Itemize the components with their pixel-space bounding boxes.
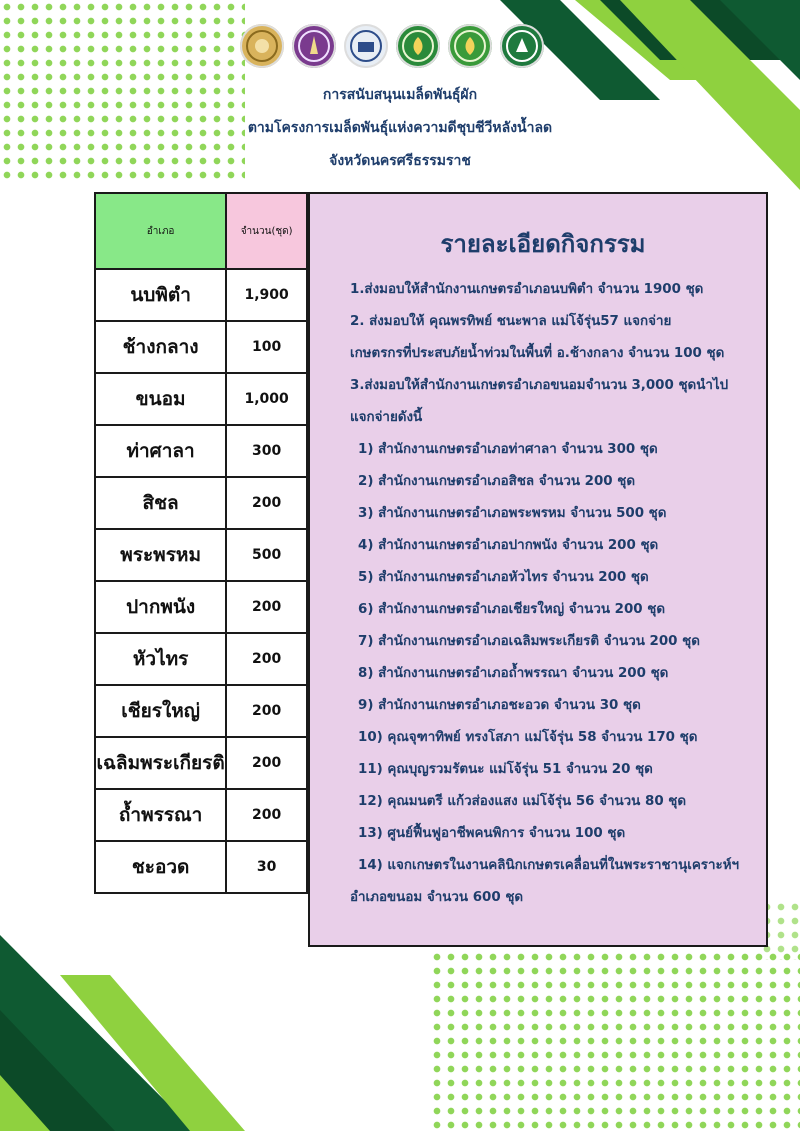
- district-name: เชียรใหญ่: [95, 685, 226, 737]
- detail-line: 12) คุณมนตรี แก้วส่องแสง แม่โจ้รุ่น 56 จำนวน 80 ชุด: [358, 794, 687, 809]
- district-count: 200: [226, 633, 307, 685]
- table-row: [95, 425, 307, 477]
- district-name: ปากพนัง: [95, 581, 226, 633]
- detail-line: 5) สำนักงานเกษตรอำเภอหัวไทร จำนวน 200 ชุด: [358, 570, 649, 585]
- detail-line: 8) สำนักงานเกษตรอำเภอถ้ำพรรณา จำนวน 200 ชุด: [358, 666, 669, 681]
- table-row: [95, 477, 307, 529]
- district-name: หัวไทร: [95, 633, 226, 685]
- logo-emblem-6: [500, 24, 544, 68]
- detail-line: 2) สำนักงานเกษตรอำเภอสิชล จำนวน 200 ชุด: [358, 474, 636, 489]
- logo-emblem-4: [396, 24, 440, 68]
- district-count: 200: [226, 581, 307, 633]
- district-count: 1,900: [226, 269, 307, 321]
- district-name: ถ้ำพรรณา: [95, 789, 226, 841]
- table-row: [95, 373, 307, 425]
- district-count: 300: [226, 425, 307, 477]
- table-row: [95, 841, 307, 893]
- table-row: [95, 737, 307, 789]
- detail-line: 11) คุณบุญรวมรัตนะ แม่โจ้รุ่น 51 จำนวน 20 ชุด: [358, 762, 653, 777]
- table-row: [95, 633, 307, 685]
- logo-emblem-5: [448, 24, 492, 68]
- detail-line: 7) สำนักงานเกษตรอำเภอเฉลิมพระเกียรติ จำนวน 200 ชุด: [358, 634, 700, 649]
- detail-line: 1) สำนักงานเกษตรอำเภอท่าศาลา จำนวน 300 ชุด: [358, 442, 658, 457]
- district-count: 200: [226, 477, 307, 529]
- detail-line: 10) คุณจุฑาทิพย์ ทรงโสภา แม่โจ้รุ่น 58 จำนวน 170 ชุด: [358, 730, 698, 745]
- table-row: [95, 269, 307, 321]
- table-row: [95, 789, 307, 841]
- district-name: ขนอม: [95, 373, 226, 425]
- detail-line: 14) แจกเกษตรในงานคลินิกเกษตรเคลื่อนที่ในพระราชานุเคราะห์ฯ: [358, 858, 740, 873]
- district-name: นบพิตำ: [95, 269, 226, 321]
- logo-emblem-1: [240, 24, 284, 68]
- detail-line: แจกจ่ายดังนี้: [350, 410, 423, 425]
- detail-line: 6) สำนักงานเกษตรอำเภอเชียรใหญ่ จำนวน 200 ชุด: [358, 602, 666, 617]
- table-row: [95, 581, 307, 633]
- detail-line: 4) สำนักงานเกษตรอำเภอปากพนัง จำนวน 200 ชุด: [358, 538, 659, 553]
- detail-line: 2. ส่งมอบให้ คุณพรทิพย์ ชนะพาล แม่โจ้รุ่น57 แจกจ่าย: [350, 314, 672, 329]
- table-row: [95, 529, 307, 581]
- title-line-1: การสนับสนุนเมล็ดพันธุ์ผัก: [322, 87, 478, 103]
- detail-line: เกษตรกรที่ประสบภัยน้ำท่วมในพื้นที่ อ.ช้างกลาง จำนวน 100 ชุด: [350, 346, 725, 361]
- district-name: เฉลิมพระเกียรติ: [95, 737, 226, 789]
- detail-line: 1.ส่งมอบให้สำนักงานเกษตรอำเภอนบพิตำ จำนวน 1900 ชุด: [350, 282, 704, 297]
- detail-line: 9) สำนักงานเกษตรอำเภอชะอวด จำนวน 30 ชุด: [358, 698, 641, 713]
- logo-row: [240, 24, 544, 68]
- district-count: 500: [226, 529, 307, 581]
- district-name: ช้างกลาง: [95, 321, 226, 373]
- detail-line: 13) ศูนย์ฟื้นฟูอาชีพคนพิการ จำนวน 100 ชุด: [358, 826, 626, 841]
- title-line-2: ตามโครงการเมล็ดพันธุ์แห่งความดีชุบชีวีหลังน้ำลด: [247, 120, 553, 136]
- district-name: ท่าศาลา: [95, 425, 226, 477]
- activity-details-panel: [308, 192, 768, 947]
- detail-line: อำเภอขนอม จำนวน 600 ชุด: [350, 890, 524, 905]
- district-name: พระพรหม: [95, 529, 226, 581]
- table-header-row: [95, 193, 307, 269]
- title-line-3: จังหวัดนครศรีธรรมราช: [329, 153, 471, 169]
- district-count: 1,000: [226, 373, 307, 425]
- activity-details-list: [350, 274, 756, 914]
- detail-line: 3) สำนักงานเกษตรอำเภอพระพรหม จำนวน 500 ชุด: [358, 506, 667, 521]
- district-count: 30: [226, 841, 307, 893]
- distribution-table: [94, 192, 308, 894]
- district-count: 200: [226, 737, 307, 789]
- district-name: สิชล: [95, 477, 226, 529]
- column-header-district: อำเภอ: [95, 193, 226, 269]
- activity-details-heading: รายละเอียดกิจกรรม: [440, 230, 646, 258]
- logo-emblem-2: [292, 24, 336, 68]
- column-header-count: จำนวน(ชุด): [226, 193, 307, 269]
- district-count: 200: [226, 789, 307, 841]
- logo-emblem-3: [344, 24, 388, 68]
- table-row: [95, 321, 307, 373]
- district-count: 100: [226, 321, 307, 373]
- detail-line: 3.ส่งมอบให้สำนักงานเกษตรอำเภอขนอมจำนวน 3,000 ชุดนำไป: [350, 378, 729, 393]
- district-count: 200: [226, 685, 307, 737]
- table-row: [95, 685, 307, 737]
- district-name: ชะอวด: [95, 841, 226, 893]
